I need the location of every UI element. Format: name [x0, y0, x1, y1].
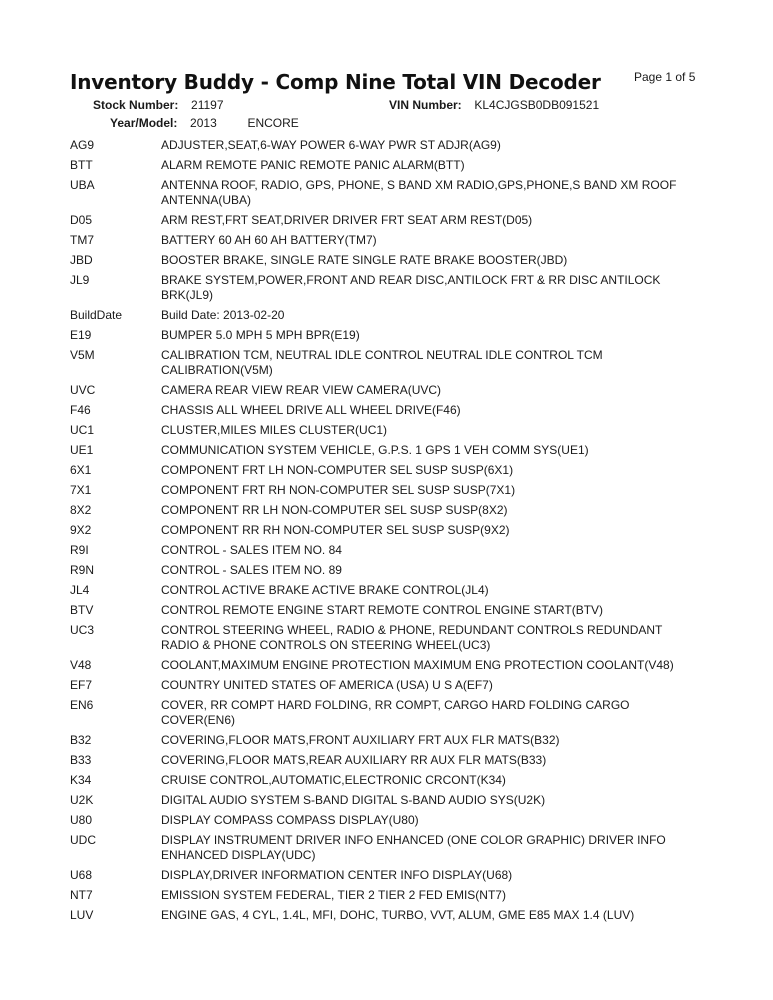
option-row: [70, 793, 720, 808]
option-row: [70, 273, 720, 303]
option-code: JL9: [70, 273, 90, 287]
page-number: Page 1 of 5: [634, 70, 696, 84]
option-description: CONTROL ACTIVE BRAKE ACTIVE BRAKE CONTROL(JL4): [161, 583, 489, 597]
stock-number-value: 21197: [191, 98, 224, 112]
option-code: BTT: [70, 158, 93, 172]
option-code: LUV: [70, 908, 94, 922]
option-description: DISPLAY,DRIVER INFORMATION CENTER INFO DISPLAY(U68): [161, 868, 513, 882]
option-row: [70, 603, 720, 618]
option-row: [70, 328, 720, 343]
option-code: BTV: [70, 603, 94, 617]
option-row: [70, 348, 720, 378]
option-code: D05: [70, 213, 93, 227]
option-code: UE1: [70, 443, 94, 457]
option-code-list: [70, 138, 720, 928]
option-description: COOLANT,MAXIMUM ENGINE PROTECTION MAXIMUM ENG PROTECTION COOLANT(V48): [161, 658, 674, 672]
option-row: [70, 563, 720, 578]
option-description: COMPONENT RR RH NON-COMPUTER SEL SUSP SUSP(9X2): [161, 523, 510, 537]
option-code: EF7: [70, 678, 93, 692]
option-row: [70, 308, 720, 323]
option-row: [70, 213, 720, 228]
option-code: 7X1: [70, 483, 92, 497]
option-description: COMPONENT RR LH NON-COMPUTER SEL SUSP SUSP(8X2): [161, 503, 508, 517]
option-description: CALIBRATION TCM, NEUTRAL IDLE CONTROL NEUTRAL IDLE CONTROL TCM CALIBRATION(V5M): [161, 348, 603, 377]
option-description: COMMUNICATION SYSTEM VEHICLE, G.P.S. 1 GPS 1 VEH COMM SYS(UE1): [161, 443, 589, 457]
page-title: Inventory Buddy - Comp Nine Total VIN Decoder: [70, 70, 601, 94]
option-row: [70, 833, 720, 863]
option-row: [70, 623, 720, 653]
option-description: BUMPER 5.0 MPH 5 MPH BPR(E19): [161, 328, 360, 342]
option-code: R9I: [70, 543, 89, 557]
option-description: ALARM REMOTE PANIC REMOTE PANIC ALARM(BTT): [161, 158, 465, 172]
option-code: U2K: [70, 793, 94, 807]
year-model-line: [110, 116, 299, 130]
option-row: [70, 888, 720, 903]
stock-number-line: [93, 98, 224, 112]
option-code: UVC: [70, 383, 96, 397]
option-row: [70, 753, 720, 768]
option-code: JL4: [70, 583, 90, 597]
option-description: BRAKE SYSTEM,POWER,FRONT AND REAR DISC,ANTILOCK FRT & RR DISC ANTILOCK BRK(JL9): [161, 273, 661, 302]
option-row: [70, 658, 720, 673]
option-description: COUNTRY UNITED STATES OF AMERICA (USA) U S A(EF7): [161, 678, 493, 692]
option-description: COVERING,FLOOR MATS,REAR AUXILIARY RR AUX FLR MATS(B33): [161, 753, 547, 767]
option-row: [70, 523, 720, 538]
option-code: UC1: [70, 423, 95, 437]
option-code: AG9: [70, 138, 95, 152]
option-description: EMISSION SYSTEM FEDERAL, TIER 2 TIER 2 FED EMIS(NT7): [161, 888, 506, 902]
option-row: [70, 503, 720, 518]
option-code: K34: [70, 773, 92, 787]
option-code: V5M: [70, 348, 95, 362]
option-description: CRUISE CONTROL,AUTOMATIC,ELECTRONIC CRCONT(K34): [161, 773, 506, 787]
vin-number-label: VIN Number:: [389, 98, 462, 112]
option-description: CHASSIS ALL WHEEL DRIVE ALL WHEEL DRIVE(F46): [161, 403, 461, 417]
option-row: [70, 233, 720, 248]
option-row: [70, 543, 720, 558]
option-code: 8X2: [70, 503, 92, 517]
option-description: CAMERA REAR VIEW REAR VIEW CAMERA(UVC): [161, 383, 442, 397]
option-description: ARM REST,FRT SEAT,DRIVER DRIVER FRT SEAT ARM REST(D05): [161, 213, 533, 227]
option-code: U68: [70, 868, 93, 882]
option-row: [70, 443, 720, 458]
option-code: R9N: [70, 563, 95, 577]
option-description: CONTROL REMOTE ENGINE START REMOTE CONTROL ENGINE START(BTV): [161, 603, 604, 617]
option-code: JBD: [70, 253, 93, 267]
option-code: NT7: [70, 888, 93, 902]
option-code: UDC: [70, 833, 96, 847]
option-code: V48: [70, 658, 92, 672]
option-code: 9X2: [70, 523, 92, 537]
option-row: [70, 733, 720, 748]
option-row: [70, 813, 720, 828]
option-row: [70, 253, 720, 268]
option-code: F46: [70, 403, 91, 417]
option-description: ENGINE GAS, 4 CYL, 1.4L, MFI, DOHC, TURBO, VVT, ALUM, GME E85 MAX 1.4 (LUV): [161, 908, 635, 922]
option-row: [70, 678, 720, 693]
option-row: [70, 383, 720, 398]
option-description: COVER, RR COMPT HARD FOLDING, RR COMPT, CARGO HARD FOLDING CARGO COVER(EN6): [161, 698, 630, 727]
option-description: DISPLAY COMPASS COMPASS DISPLAY(U80): [161, 813, 419, 827]
option-row: [70, 463, 720, 478]
option-description: CONTROL STEERING WHEEL, RADIO & PHONE, REDUNDANT CONTROLS REDUNDANT RADIO & PHONE CONTROLS ON STEERING WHEEL(UC3): [161, 623, 663, 652]
option-description: DISPLAY INSTRUMENT DRIVER INFO ENHANCED (ONE COLOR GRAPHIC) DRIVER INFO ENHANCED DISPLAY(UDC): [161, 833, 666, 862]
option-description: COMPONENT FRT LH NON-COMPUTER SEL SUSP SUSP(6X1): [161, 463, 514, 477]
option-row: [70, 178, 720, 208]
stock-number-label: Stock Number:: [93, 98, 179, 112]
model-value: ENCORE: [247, 116, 299, 130]
option-code: U80: [70, 813, 93, 827]
option-code: EN6: [70, 698, 94, 712]
option-description: COVERING,FLOOR MATS,FRONT AUXILIARY FRT AUX FLR MATS(B32): [161, 733, 560, 747]
option-code: 6X1: [70, 463, 92, 477]
option-row: [70, 698, 720, 728]
option-row: [70, 868, 720, 883]
option-code: E19: [70, 328, 92, 342]
option-description: Build Date: 2013-02-20: [161, 308, 285, 322]
option-row: [70, 158, 720, 173]
option-code: B33: [70, 753, 92, 767]
option-code: B32: [70, 733, 92, 747]
option-code: BuildDate: [70, 308, 123, 322]
option-description: ADJUSTER,SEAT,6-WAY POWER 6-WAY PWR ST ADJR(AG9): [161, 138, 501, 152]
option-code: UC3: [70, 623, 95, 637]
option-row: [70, 908, 720, 923]
option-row: [70, 583, 720, 598]
option-description: COMPONENT FRT RH NON-COMPUTER SEL SUSP SUSP(7X1): [161, 483, 516, 497]
year-value: 2013: [190, 116, 217, 130]
option-description: CLUSTER,MILES MILES CLUSTER(UC1): [161, 423, 388, 437]
vin-number-value: KL4CJGSB0DB091521: [474, 98, 600, 112]
option-description: CONTROL - SALES ITEM NO. 89: [161, 563, 342, 577]
option-description: BATTERY 60 AH 60 AH BATTERY(TM7): [161, 233, 377, 247]
vin-number-line: [389, 98, 599, 112]
year-model-label: Year/Model:: [110, 116, 178, 130]
option-row: [70, 483, 720, 498]
option-description: ANTENNA ROOF, RADIO, GPS, PHONE, S BAND XM RADIO,GPS,PHONE,S BAND XM ROOF ANTENNA(UBA): [161, 178, 677, 207]
option-description: BOOSTER BRAKE, SINGLE RATE SINGLE RATE BRAKE BOOSTER(JBD): [161, 253, 568, 267]
option-description: DIGITAL AUDIO SYSTEM S-BAND DIGITAL S-BAND AUDIO SYS(U2K): [161, 793, 546, 807]
option-row: [70, 403, 720, 418]
option-code: UBA: [70, 178, 95, 192]
option-row: [70, 138, 720, 153]
option-row: [70, 423, 720, 438]
option-row: [70, 773, 720, 788]
option-description: CONTROL - SALES ITEM NO. 84: [161, 543, 342, 557]
option-code: TM7: [70, 233, 94, 247]
